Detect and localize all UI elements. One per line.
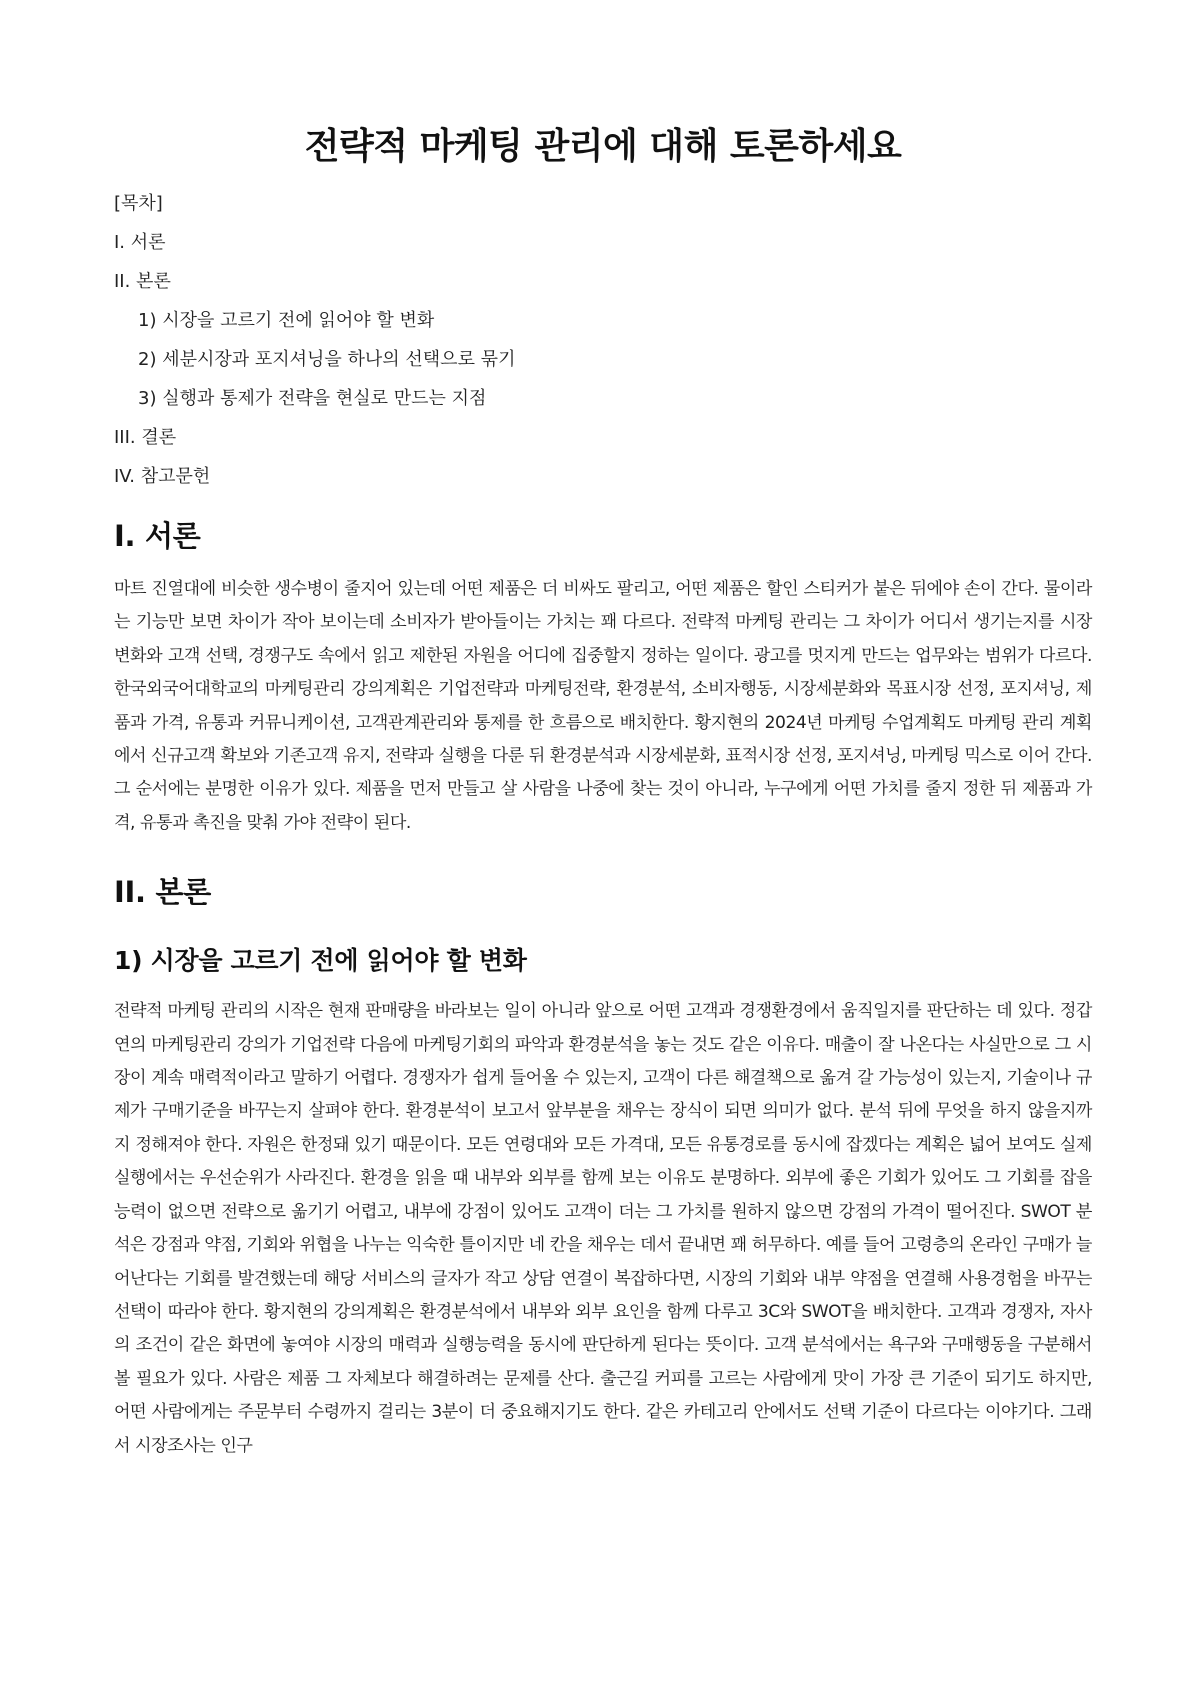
section-heading-intro: I. 서론 xyxy=(114,519,201,553)
toc-item-body: II. 본론 xyxy=(114,271,171,292)
toc-item-body-2: 2) 세분시장과 포지셔닝을 하나의 선택으로 묶기 xyxy=(138,349,516,370)
section-heading-body: II. 본론 xyxy=(114,875,211,910)
toc-item-intro: I. 서론 xyxy=(114,232,166,253)
toc-item-body-1: 1) 시장을 고르기 전에 읽어야 할 변화 xyxy=(138,310,435,331)
subsection-heading-1: 1) 시장을 고르기 전에 읽어야 할 변화 xyxy=(114,946,527,976)
document-title: 전략적 마케팅 관리에 대해 토론하세요 xyxy=(304,126,902,167)
toc-header: [목차] xyxy=(114,193,163,214)
toc-item-body-3: 3) 실행과 통제가 전략을 현실로 만드는 지점 xyxy=(138,388,487,409)
toc-item-references: IV. 참고문헌 xyxy=(114,466,211,487)
intro-paragraph: 마트 진열대에 비슷한 생수병이 줄지어 있는데 어떤 제품은 더 비싸도 팔리고, 어떤 제품은 할인 스티커가 붙은 뒤에야 손이 간다. 물이라는 기능만 보면 차이가 작아 보이는데 소비자가 받아들이는 가치는 꽤 다르다. 전략적 마케팅 관리는 그 차이가 어디서 생기는지를 시장 변화와 고객 선택, 경쟁구도 속에서 읽고 제한된 자원을 어디에 집중할지 정하는 일이다. 광고를 멋지게 만드는 업무와는 범위가 다르다. 한국외국어대학교의 마케팅관리 강의계획은 기업전략과 마케팅전략, 환경분석, 소비자행동, 시장세분화와 목표시장 선정, 포지셔닝, 제품과 가격, 유통과 커뮤니케이션, 고객관계관리와 통제를 한 흐름으로 배치한다. 황지현의 2024년 마케팅 수업계획도 마케팅 관리 계획에서 신규고객 확보와 기존고객 유지, 전략과 실행을 다룬 뒤 환경분석과 시장세분화, 표적시장 선정, 포지셔닝, 마케팅 믹스로 이어 간다. 그 순서에는 분명한 이유가 있다. 제품을 먼저 만들고 살 사람을 나중에 찾는 것이 아니라, 누구에게 어떤 가치를 줄지 정한 뒤 제품과 가격, 유통과 촉진을 맞춰 가야 전략이 된다. xyxy=(114,579,1092,833)
toc-item-conclusion: III. 결론 xyxy=(114,427,177,448)
subsection-1-paragraph: 전략적 마케팅 관리의 시작은 현재 판매량을 바라보는 일이 아니라 앞으로 어떤 고객과 경쟁환경에서 움직일지를 판단하는 데 있다. 정갑연의 마케팅관리 강의가 기업전략 다음에 마케팅기회의 파악과 환경분석을 놓는 것도 같은 이유다. 매출이 잘 나온다는 사실만으로 그 시장이 계속 매력적이라고 말하기 어렵다. 경쟁자가 쉽게 들어올 수 있는지, 고객이 다른 해결책으로 옮겨 갈 가능성이 있는지, 기술이나 규제가 구매기준을 바꾸는지 살펴야 한다. 환경분석이 보고서 앞부분을 채우는 장식이 되면 의미가 없다. 분석 뒤에 무엇을 하지 않을지까지 정해져야 한다. 자원은 한정돼 있기 때문이다. 모든 연령대와 모든 가격대, 모든 유통경로를 동시에 잡겠다는 계획은 넓어 보여도 실제 실행에서는 우선순위가 사라진다. 환경을 읽을 때 내부와 외부를 함께 보는 이유도 분명하다. 외부에 좋은 기회가 있어도 그 기회를 잡을 능력이 없으면 전략으로 옮기기 어렵고, 내부에 강점이 있어도 고객이 더는 그 가치를 원하지 않으면 강점의 가격이 떨어진다. SWOT 분석은 강점과 약점, 기회와 위협을 나누는 익숙한 틀이지만 네 칸을 채우는 데서 끝내면 꽤 허무하다. 예를 들어 고령층의 온라인 구매가 늘어난다는 기회를 발견했는데 해당 서비스의 글자가 작고 상담 연결이 복잡하다면, 시장의 기회와 내부 약점을 연결해 사용경험을 바꾸는 선택이 따라야 한다. 황지현의 강의계획은 환경분석에서 내부와 외부 요인을 함께 다루고 3C와 SWOT을 배치한다. 고객과 경쟁자, 자사의 조건이 같은 화면에 놓여야 시장의 매력과 실행능력을 동시에 판단하게 된다는 뜻이다. 고객 분석에서는 욕구와 구매행동을 구분해서 볼 필요가 있다. 사람은 제품 그 자체보다 해결하려는 문제를 산다. 출근길 커피를 고르는 사람에게 맛이 가장 큰 기준이 되기도 하지만, 어떤 사람에게는 주문부터 수령까지 걸리는 3분이 더 중요해지기도 한다. 같은 카테고리 안에서도 선택 기준이 다르다는 이야기다. 그래서 시장조사는 인구 xyxy=(114,1001,1092,1456)
table-of-contents xyxy=(114,191,1092,490)
